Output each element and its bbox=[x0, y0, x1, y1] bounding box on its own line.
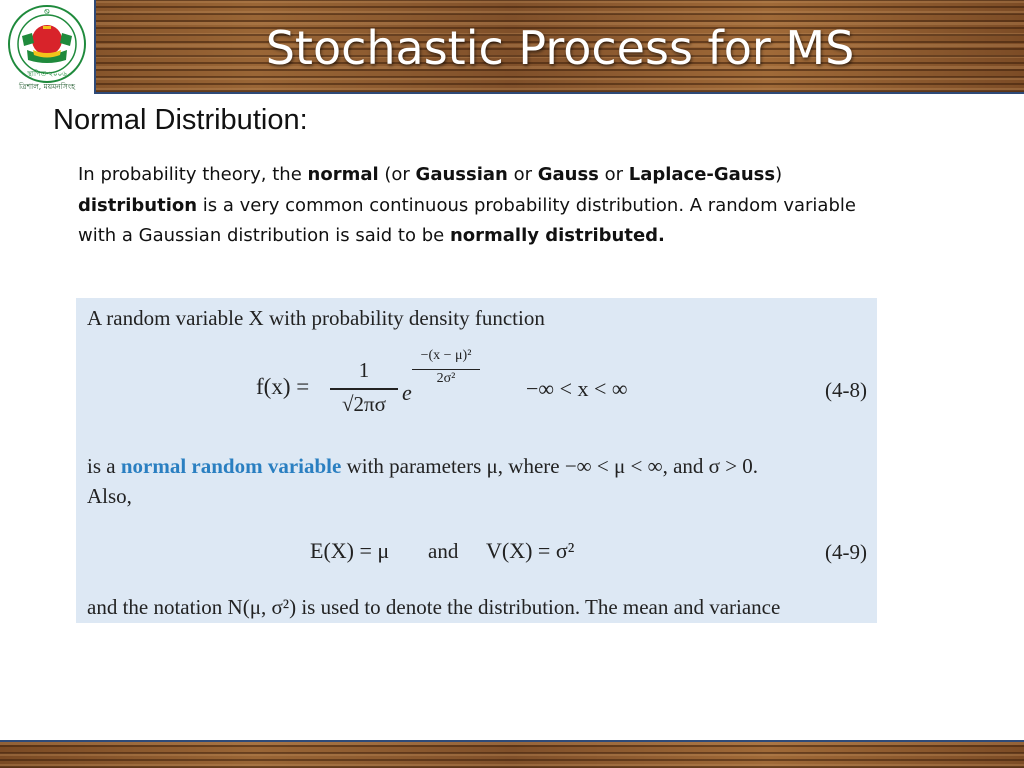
line2-pre: is a bbox=[87, 454, 121, 478]
intro-text-6: is a very common continuous probability distribution. A random variable with a Gaussian distribution is said to be bbox=[78, 194, 856, 246]
intro-paragraph bbox=[78, 160, 858, 252]
university-logo bbox=[0, 0, 96, 94]
textbook-excerpt bbox=[76, 298, 877, 623]
eq2-and: and bbox=[428, 539, 459, 563]
intro-bold-gaussian: Gaussian bbox=[415, 164, 508, 185]
intro-text-5: ) bbox=[775, 164, 783, 185]
slide-title: Stochastic Process for MS bbox=[265, 21, 855, 75]
eq1-denominator: √2πσ bbox=[342, 392, 386, 416]
eq1-e: e bbox=[402, 380, 412, 405]
eq1-exp-denominator: 2σ² bbox=[436, 371, 456, 386]
eq1-lhs: f(x) = bbox=[256, 374, 310, 399]
excerpt-line-2 bbox=[87, 454, 758, 479]
footer-bar bbox=[0, 740, 1024, 768]
header-bar bbox=[0, 0, 1024, 94]
intro-text-1: In probability theory, the bbox=[78, 164, 308, 185]
eq1-range: −∞ < x < ∞ bbox=[526, 376, 628, 401]
intro-text-2: (or bbox=[378, 164, 416, 185]
university-logo-icon bbox=[0, 0, 94, 92]
eq1-fraction-line bbox=[330, 388, 398, 390]
section-heading: Normal Distribution: bbox=[53, 104, 308, 136]
excerpt-line-4: and the notation N(μ, σ²) is used to denote the distribution. The mean and variance bbox=[87, 595, 781, 619]
eq1-numerator: 1 bbox=[358, 358, 370, 382]
intro-bold-gauss: Gauss bbox=[537, 164, 599, 185]
eq1-exp-numerator: −(x − μ)² bbox=[420, 348, 472, 363]
intro-bold-distribution: distribution bbox=[78, 194, 198, 216]
intro-text-3: or bbox=[507, 164, 538, 185]
svg-text:স্থাপিত-২০০৬: স্থাপিত-২০০৬ bbox=[27, 70, 67, 78]
line2-post: with parameters μ, where −∞ < μ < ∞, and σ > 0. bbox=[341, 454, 759, 478]
excerpt-line-3: Also, bbox=[87, 484, 132, 508]
normal-random-variable-term: normal random variable bbox=[120, 454, 342, 478]
eq1-exp-line bbox=[412, 369, 480, 370]
intro-bold-normal: normal bbox=[307, 164, 379, 185]
eq2-left: E(X) = μ bbox=[310, 538, 390, 563]
eq1-number: (4-8) bbox=[825, 378, 867, 402]
eq2-number: (4-9) bbox=[825, 540, 867, 564]
intro-text-4: or bbox=[598, 164, 629, 185]
excerpt-line-1: A random variable X with probability density function bbox=[87, 306, 545, 330]
intro-bold-laplace-gauss: Laplace-Gauss bbox=[628, 164, 776, 185]
intro-bold-normally-distributed: normally distributed. bbox=[449, 225, 665, 246]
svg-text:ত্রিশাল, ময়মনসিংহ: ত্রিশাল, ময়মনসিংহ bbox=[18, 82, 76, 91]
svg-text:Ꮻ: Ꮻ bbox=[44, 8, 50, 16]
eq2-right: V(X) = σ² bbox=[486, 538, 575, 563]
